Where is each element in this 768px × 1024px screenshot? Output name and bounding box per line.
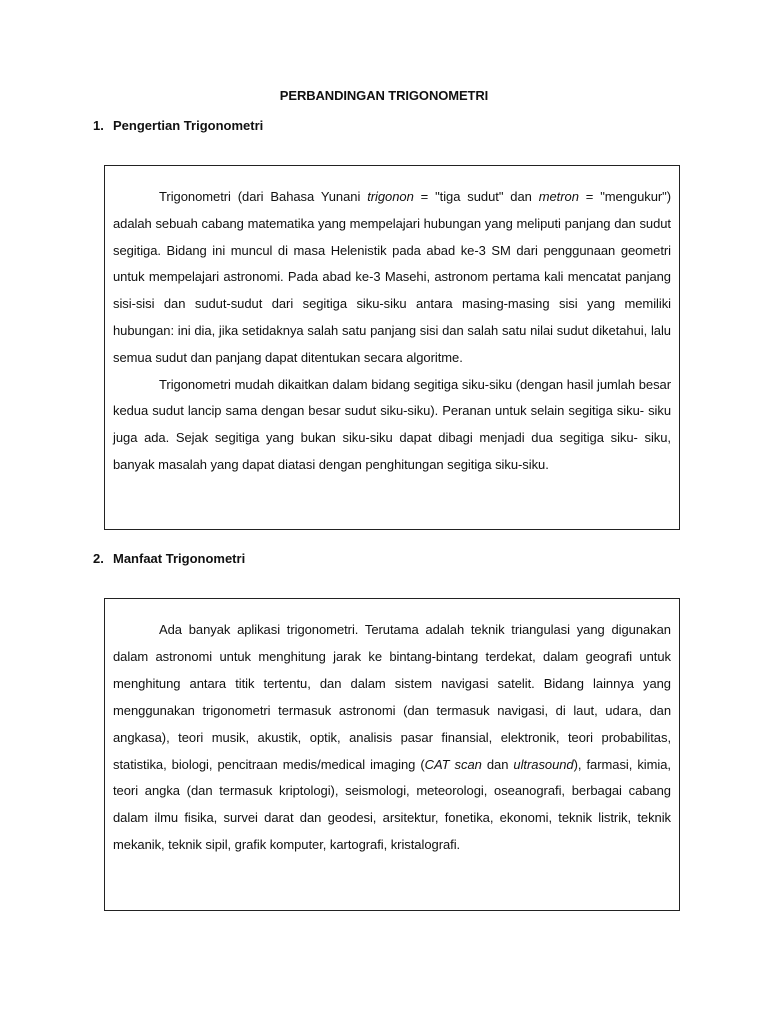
- section-heading-text: Pengertian Trigonometri: [113, 118, 264, 133]
- section-number: 2.: [93, 551, 104, 566]
- benefits-box: [104, 598, 680, 911]
- section-heading-pengertian: [93, 118, 263, 133]
- paragraph-text: dan: [481, 756, 514, 772]
- document-title: PERBANDINGAN TRIGONOMETRI: [279, 88, 489, 103]
- section-heading-manfaat: [93, 551, 245, 566]
- definition-paragraph-2: Trigonometri mudah dikaitkan dalam bidang segitiga siku-siku (dengan hasil jumlah besar kedua sudut lancip sama dengan besar sudut siku-siku). Peranan untuk selain segitiga siku- siku juga ada. Sejak segitiga yang bukan siku-siku dapat dibagi menjadi dua segitiga siku- siku, banyak masalah yang dapat diatasi dengan penghitungan segitiga siku-siku.: [113, 376, 671, 472]
- italic-term-ultrasound: ultrasound: [513, 756, 574, 772]
- paragraph-text: Ada banyak aplikasi trigonometri. Terutama adalah teknik triangulasi yang digunakan dalam astronomi untuk menghitung jarak ke bintang-bintang terdekat, dalam geografi untuk menghitung antara titik tertentu, dan dalam sistem navigasi satelit. Bidang lainnya yang menggunakan trigonometri termasuk astronomi (dan termasuk navigasi, di laut, udara, dan angkasa), teori musik, akustik, optik, analisis pasar finansial, elektronik, teori probabilitas, statistika, biologi, pencitraan medis/medical imaging (: [113, 622, 671, 772]
- definition-box: [104, 165, 680, 530]
- paragraph-text: = "mengukur") adalah sebuah cabang matematika yang mempelajari hubungan yang meliputi panjang dan sudut segitiga. Bidang ini muncul di masa Helenistik pada abad ke-3 SM dari penggunaan geometri untuk mempelajari astronomi. Pada abad ke-3 Masehi, astronom pertama kali mencatat panjang sisi-sisi dan sudut-sudut dari segitiga siku-siku antara masing-masing sisi yang memiliki hubungan: ini dia, jika setidaknya salah satu panjang sisi dan salah satu nilai sudut diketahui, lalu semua sudut dan panjang dapat ditentukan secara algoritme.: [113, 189, 672, 365]
- paragraph-text: ), farmasi, kimia, teori angka (dan termasuk kriptologi), seismologi, meteorologi, oseanografi, berbagai cabang dalam ilmu fisika, survei darat dan geodesi, arsitektur, fonetika, ekonomi, teknik listrik, teknik mekanik, teknik sipil, grafik komputer, kartografi, kristalografi.: [113, 756, 671, 853]
- section-number: 1.: [93, 118, 104, 133]
- paragraph-text: Trigonometri (dari Bahasa Yunani: [159, 189, 368, 204]
- paragraph-text: = "tiga sudut" dan: [413, 189, 539, 204]
- section-heading-text: Manfaat Trigonometri: [113, 551, 246, 566]
- italic-term-trigonon: trigonon: [367, 189, 414, 204]
- italic-term-cat-scan: CAT scan: [424, 756, 482, 772]
- italic-term-metron: metron: [538, 189, 579, 204]
- benefits-paragraph: [113, 617, 671, 859]
- definition-paragraph-1: [113, 184, 671, 372]
